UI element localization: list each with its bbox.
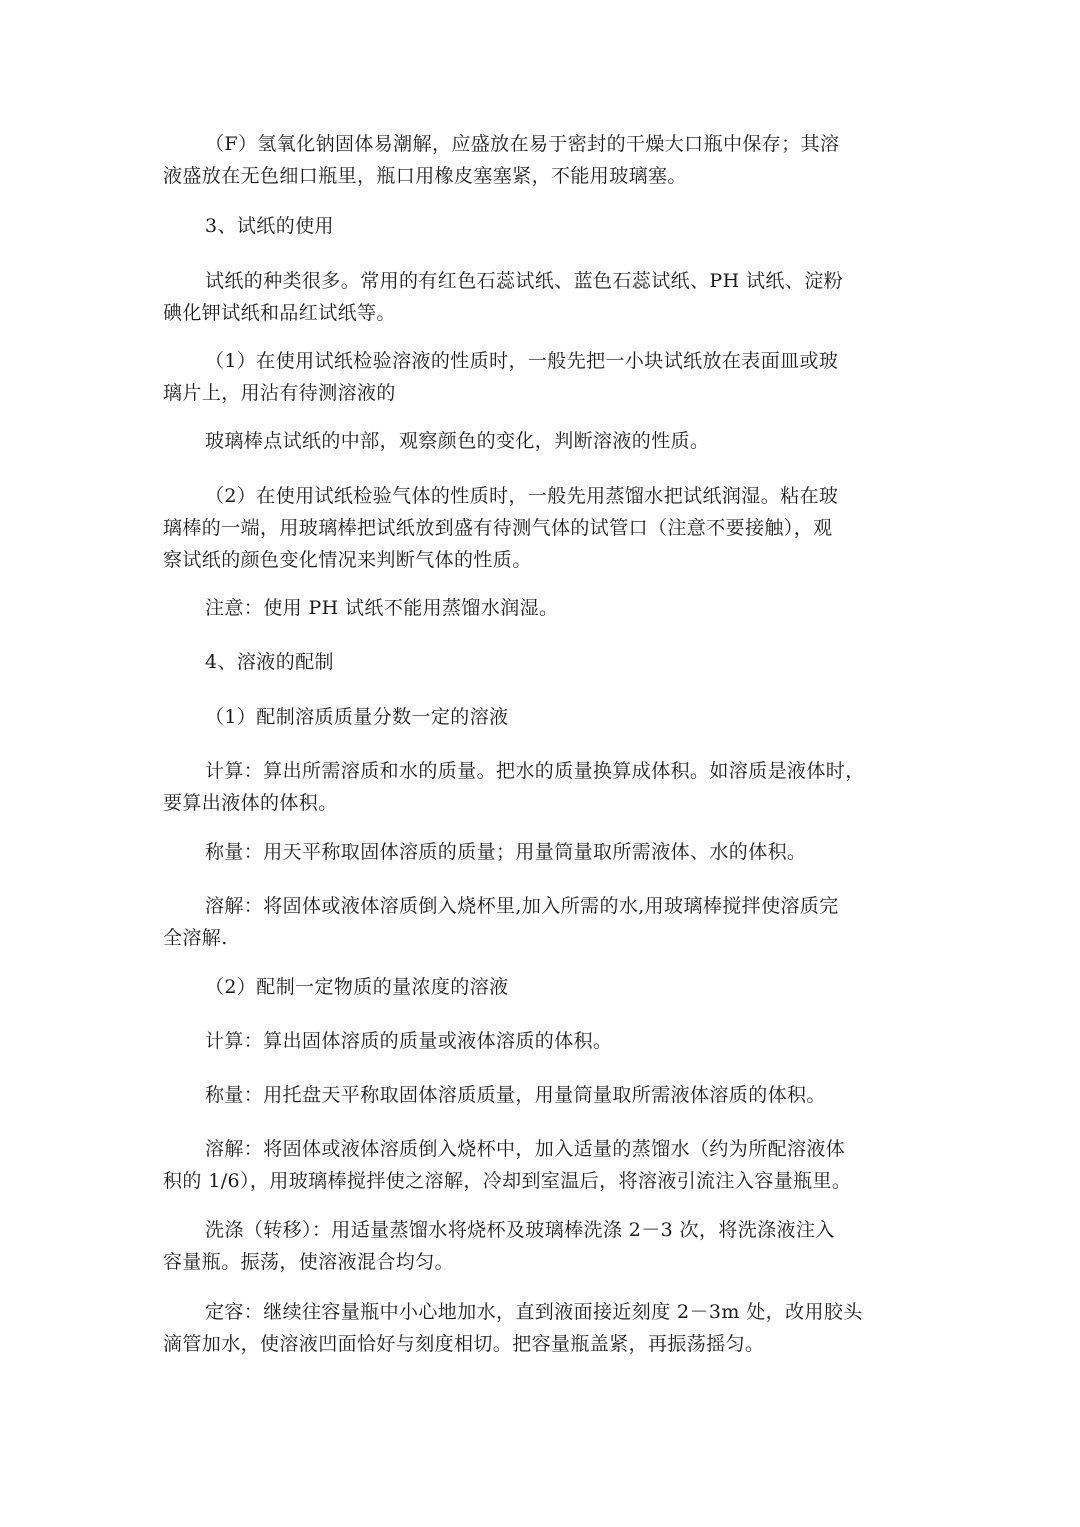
text-line: 察试纸的颜色变化情况来判断气体的性质。 bbox=[163, 549, 532, 571]
text-line: 璃棒的一端，用玻璃棒把试纸放到盛有待测气体的试管口（注意不要接触），观 bbox=[163, 517, 833, 539]
paragraph-note bbox=[163, 592, 923, 624]
text-line: 容量瓶。振荡，使溶液混合均匀。 bbox=[163, 1251, 455, 1273]
text-line: 注意：使用 PH 试纸不能用蒸馏水润湿。 bbox=[205, 597, 559, 619]
text-line: 滴管加水，使溶液凹面恰好与刻度相切。把容量瓶盖紧，再振荡摇匀。 bbox=[163, 1333, 765, 1355]
text-line: 计算：算出所需溶质和水的质量。把水的质量换算成体积。如溶质是液体时， bbox=[205, 760, 865, 782]
paragraph-weigh-2 bbox=[163, 1079, 923, 1111]
text-line: 液盛放在无色细口瓶里，瓶口用橡皮塞塞紧，不能用玻璃塞。 bbox=[163, 165, 687, 187]
text-line: 定容：继续往容量瓶中小心地加水，直到液面接近刻度 2－3m 处，改用胶头 bbox=[205, 1301, 863, 1323]
paragraph-calc-1 bbox=[163, 755, 923, 819]
text-line: 称量：用天平称取固体溶质的质量；用量筒量取所需液体、水的体积。 bbox=[205, 841, 807, 863]
text-line: 积的 1/6），用玻璃棒搅拌使之溶解，冷却到室温后，将溶液引流注入容量瓶里。 bbox=[163, 1170, 852, 1192]
text-line: 要算出液体的体积。 bbox=[163, 792, 338, 814]
paragraph-make-to-volume bbox=[163, 1296, 923, 1360]
text-line: （1）在使用试纸检验溶液的性质时，一般先把一小块试纸放在表面皿或玻 bbox=[205, 350, 839, 372]
text-line: 璃片上，用沾有待测溶液的 bbox=[163, 382, 396, 404]
paragraph-calc-2 bbox=[163, 1025, 923, 1057]
text-line: 全溶解. bbox=[163, 927, 228, 949]
paragraph-glass-rod bbox=[163, 425, 923, 457]
heading-text: 3、试纸的使用 bbox=[205, 215, 334, 237]
text-line: 计算：算出固体溶质的质量或液体溶质的体积。 bbox=[205, 1030, 613, 1052]
subheading-mass-fraction bbox=[163, 701, 923, 733]
text-line: （2）在使用试纸检验气体的性质时，一般先用蒸馏水把试纸润湿。粘在玻 bbox=[205, 485, 839, 507]
text-line: 称量：用托盘天平称取固体溶质质量，用量筒量取所需液体溶质的体积。 bbox=[205, 1084, 826, 1106]
subheading-molar-concentration bbox=[163, 971, 923, 1003]
section-heading-test-paper bbox=[163, 210, 923, 242]
paragraph-wash-transfer bbox=[163, 1214, 923, 1278]
text-line: 碘化钾试纸和品红试纸等。 bbox=[163, 302, 396, 324]
paragraph-dissolve-1 bbox=[163, 890, 923, 954]
paragraph-test-paper-types bbox=[163, 265, 923, 329]
paragraph-sodium-hydroxide bbox=[163, 128, 923, 192]
section-heading-solution-prep bbox=[163, 646, 923, 678]
heading-text: （2）配制一定物质的量浓度的溶液 bbox=[205, 976, 509, 998]
paragraph-weigh-1 bbox=[163, 836, 923, 868]
text-line: 溶解：将固体或液体溶质倒入烧杯中，加入适量的蒸馏水（约为所配溶液体 bbox=[205, 1138, 846, 1160]
heading-text: 4、溶液的配制 bbox=[205, 651, 334, 673]
text-line: 溶解：将固体或液体溶质倒入烧杯里,加入所需的水,用玻璃棒搅拌使溶质完 bbox=[205, 895, 839, 917]
paragraph-test-solution bbox=[163, 345, 923, 409]
text-line: 洗涤（转移）：用适量蒸馏水将烧杯及玻璃棒洗涤 2－3 次，将洗涤液注入 bbox=[205, 1219, 835, 1241]
paragraph-dissolve-2 bbox=[163, 1133, 923, 1197]
heading-text: （1）配制溶质质量分数一定的溶液 bbox=[205, 706, 509, 728]
text-line: 试纸的种类很多。常用的有红色石蕊试纸、蓝色石蕊试纸、PH 试纸、淀粉 bbox=[205, 270, 843, 292]
text-line: （F）氢氧化钠固体易潮解，应盛放在易于密封的干燥大口瓶中保存；其溶 bbox=[205, 133, 840, 155]
paragraph-test-gas bbox=[163, 480, 923, 576]
text-line: 玻璃棒点试纸的中部，观察颜色的变化，判断溶液的性质。 bbox=[205, 430, 710, 452]
